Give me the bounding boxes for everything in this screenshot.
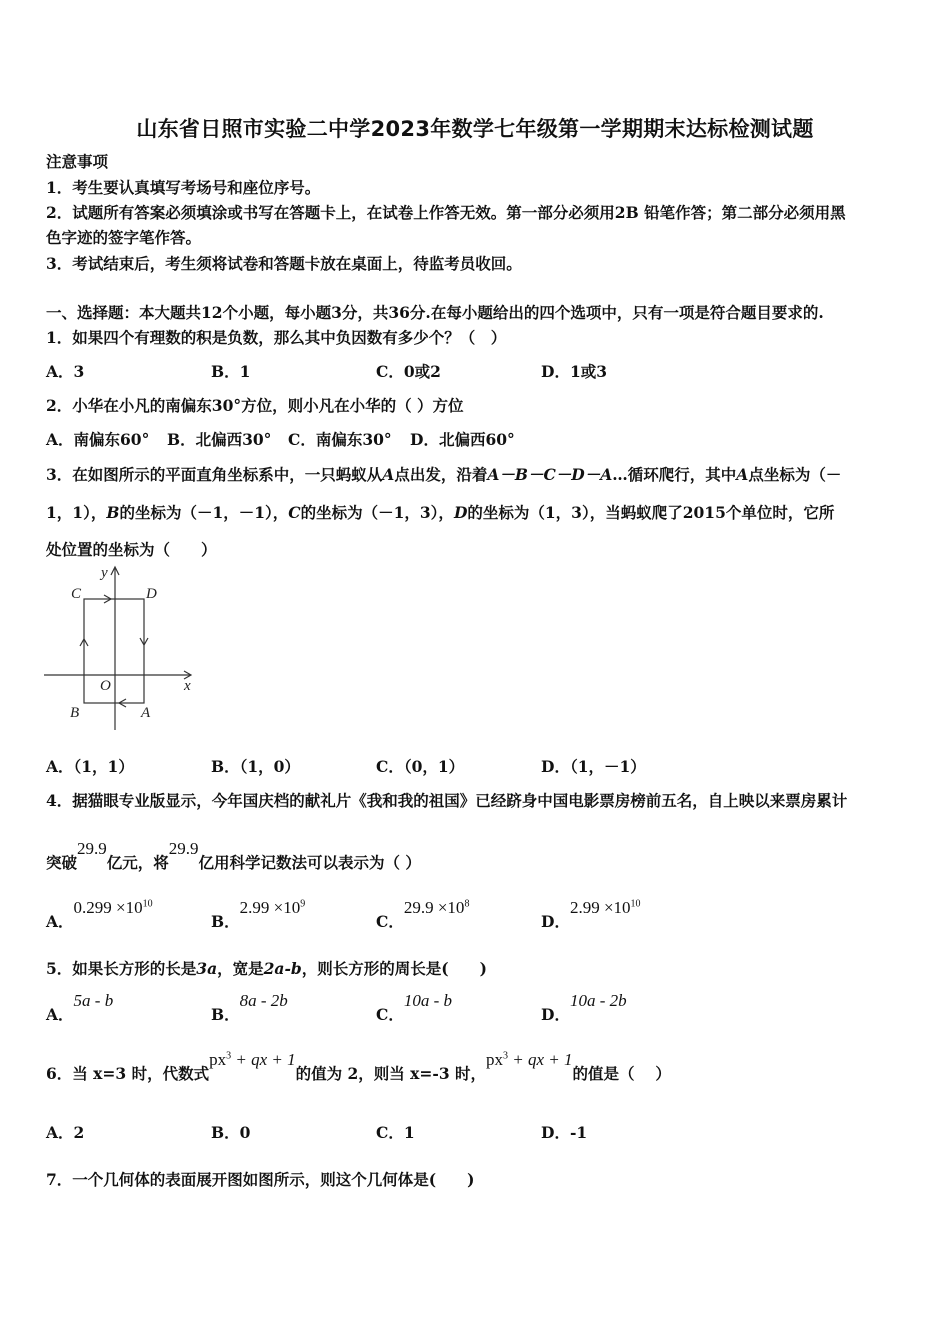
notice-item-3: 3．考试结束后，考生须将试卷和答题卡放在桌面上，待监考员收回。	[46, 254, 522, 273]
q5-option-a: A．5a - b	[46, 991, 114, 1024]
q2-option-b: B．北偏西30°	[167, 430, 272, 449]
notice-item-1: 1．考生要认真填写考场号和座位序号。	[46, 178, 321, 197]
q3-line-1: 3．在如图所示的平面直角坐标系中，一只蚂蚁从A点出发，沿着A－B－C－D－A…循环爬行，其中A点坐标为（－	[46, 465, 842, 484]
q4-option-c: C．$29.9 \times 10^8$	[376, 898, 470, 931]
notice-item-2: 2．试题所有答案必须填涂或书写在答题卡上，在试卷上作答无效。第一部分必须用2B 铅笔作答；第二部分必须用黑	[46, 203, 846, 222]
q3-option-d: D．（1，－1）	[541, 757, 646, 776]
coordinate-figure	[40, 562, 205, 732]
q6-option-d: D．-1	[541, 1123, 588, 1142]
label-c: C	[71, 586, 82, 602]
label-x: x	[184, 678, 191, 694]
q3-line-3: 处位置的坐标为（ ）	[46, 540, 217, 559]
q1-option-a: A．3	[46, 362, 85, 381]
q6-stem: 6．当 x=3 时，代数式$px^3$ + qx + 1的值为 2，则当 x=-3 时，$px^3$ + qx + 1的值是（ ）	[46, 1050, 671, 1083]
q4-option-a: A．$0.299 \times 10^{10}$	[46, 898, 153, 931]
q4-option-d: D．$2.99 \times 10^{10}$	[541, 898, 641, 931]
q4-option-b: B．$2.99 \times 10^9$	[211, 898, 306, 931]
q3-line-2: 1，1），B的坐标为（－1，－1），C的坐标为（－1，3），D的坐标为（1，3），当蚂蚁爬了2015个单位时，它所	[46, 503, 835, 522]
q1-stem: 1．如果四个有理数的积是负数，那么其中负因数有多少个？（ ）	[46, 328, 507, 347]
q2-option-c: C．南偏东30°	[288, 430, 392, 449]
q4-line-1: 4．据猫眼专业版显示，今年国庆档的献礼片《我和我的祖国》已经跻身中国电影票房榜前五名，自上映以来票房累计	[46, 791, 848, 810]
q2-stem: 2．小华在小凡的南偏东30°方位，则小凡在小华的（ ）方位	[46, 396, 464, 415]
q6-option-c: C．1	[376, 1123, 415, 1142]
q5-option-b: B．8a - 2b	[211, 991, 288, 1024]
path-rectangle	[84, 599, 144, 703]
label-b: B	[70, 705, 80, 721]
label-y: y	[101, 565, 108, 581]
q5-option-c: C．10a - b	[376, 991, 453, 1024]
q5-stem: 5．如果长方形的长是3a，宽是2a-b，则长方形的周长是( )	[46, 959, 487, 978]
q7-stem: 7．一个几何体的表面展开图如图所示，则这个几何体是( )	[46, 1170, 475, 1189]
notice-item-2-cont: 色字迹的签字笔作答。	[46, 228, 202, 247]
q3-option-c: C．（0，1）	[376, 757, 465, 776]
notice-heading: 注意事项	[46, 152, 109, 171]
q1-option-c: C．0或2	[376, 362, 441, 381]
q2-option-d: D．北偏西60°	[410, 430, 515, 449]
label-a: A	[141, 705, 151, 721]
q6-option-a: A．2	[46, 1123, 85, 1142]
q3-option-b: B．（1，0）	[211, 757, 300, 776]
page-title: 山东省日照市实验二中学2023年数学七年级第一学期期末达标检测试题	[136, 117, 814, 141]
q1-option-d: D．1或3	[541, 362, 608, 381]
label-d: D	[146, 586, 157, 602]
section-heading: 一、选择题：本大题共12个小题，每小题3分，共36分.在每小题给出的四个选项中，只有一项是符合题目要求的.	[46, 303, 824, 322]
q1-option-b: B．1	[211, 362, 251, 381]
label-o: O	[100, 678, 111, 694]
q5-option-d: D．10a - 2b	[541, 991, 627, 1024]
q3-option-a: A．（1，1）	[46, 757, 134, 776]
q4-line-2: 突破29.9亿元，将29.9亿用科学记数法可以表示为（ ）	[46, 839, 421, 872]
q2-option-a: A．南偏东60°	[46, 430, 150, 449]
q6-option-b: B．0	[211, 1123, 251, 1142]
